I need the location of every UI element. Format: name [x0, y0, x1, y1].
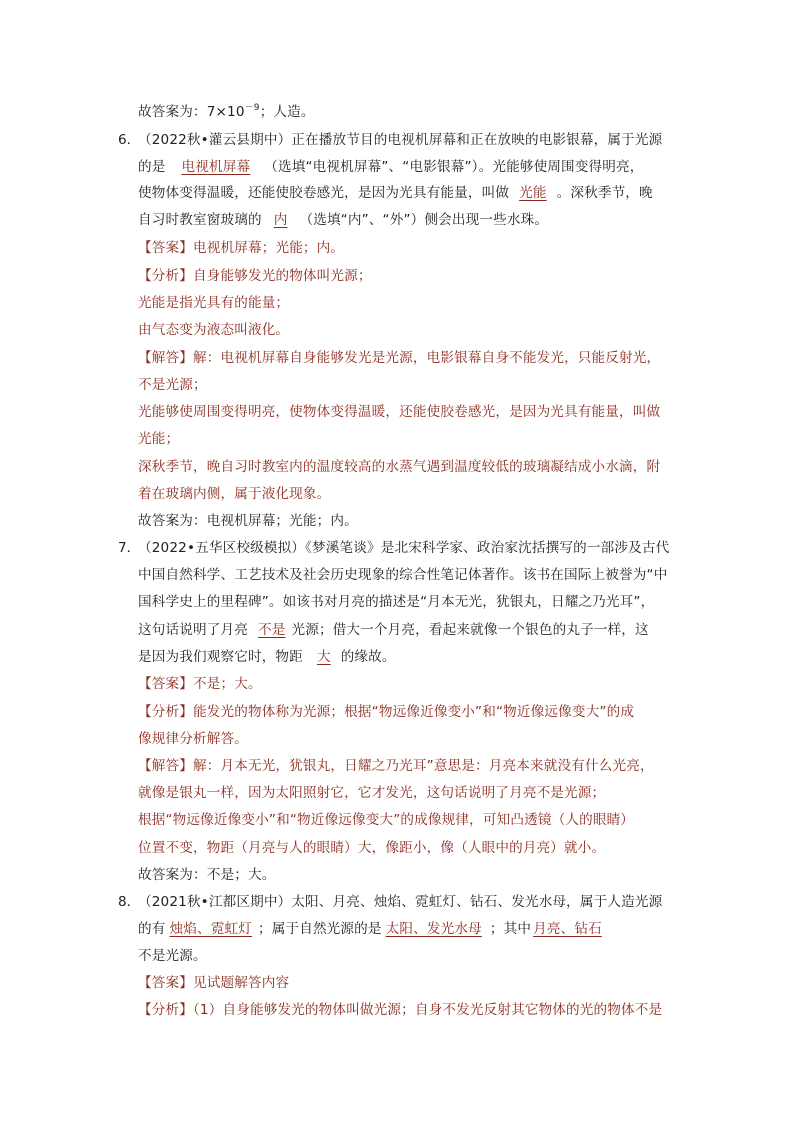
- q6-solution-6: 着在玻璃内侧，属于液化现象。: [138, 486, 331, 502]
- q6-final-answer: 故答案为：电视机屏幕；光能；内。: [138, 513, 358, 529]
- q8-blank-2: 太阳、发光水母: [385, 921, 482, 937]
- q6-stem-line-4: 自习时教室窗玻璃的 内 （选填“内”、“外”）侧会出现一些水珠。: [138, 212, 549, 228]
- q8-answer: 【答案】见试题解答内容: [138, 975, 290, 991]
- q7-analysis-1: 【分析】能发光的物体称为光源；根据“物远像近像变小”和“物近像远像变大”的成: [138, 704, 635, 720]
- q6-solution-1: 【解答】解：电视机屏幕自身能够发光是光源，电影银幕自身不能发光，只能反射光，: [138, 350, 661, 366]
- prev-answer-line: [138, 98, 315, 118]
- q7-solution-4: 位置不变，物距（月亮与人的眼睛）大，像距小，像（人眼中的月亮）就小。: [138, 840, 606, 856]
- q8-stem-line-1: （2021秋•江都区期中）太阳、月亮、烛焰、霓虹灯、钻石、发光水母，属于人造光源: [138, 894, 663, 910]
- q6-number: 6．: [118, 132, 141, 148]
- q7-stem-line-3: 国科学史上的里程碑”。如该书对月亮的描述是“月本无光，犹银丸，日耀之乃光耳”，: [138, 594, 655, 610]
- q6-solution-3: 光能够使周围变得明亮，使物体变得温暖，还能使胶卷感光，是因为光具有能量，叫做: [138, 404, 661, 420]
- q7-solution-1: 【解答】解：月本无光，犹银丸，日耀之乃光耳”意思是：月亮本来就没有什么光亮，: [138, 758, 654, 774]
- q8-analysis-1: 【分析】（1）自身能够发光的物体叫做光源；自身不发光反射其它物体的光的物体不是: [138, 1002, 663, 1018]
- q8-stem-line-2: 的有 烛焰、霓虹灯 ；属于自然光源的是 太阳、发光水母 ；其中 月亮、钻石: [138, 921, 602, 937]
- analysis-label: 【分析】: [138, 268, 193, 284]
- q7-number: 7．: [118, 540, 141, 556]
- answer-label: 【答案】: [138, 240, 193, 256]
- q7-final-answer: 故答案为：不是；大。: [138, 867, 276, 883]
- q6-stem-line-2: 的是 电视机屏幕 （选填“电视机屏幕”、“电影银幕”）。光能够使周围变得明亮，: [138, 159, 644, 175]
- answer-label: 【答案】: [138, 975, 193, 991]
- prev-answer-suffix: ；人造。: [259, 104, 315, 120]
- q6-answer: 【答案】电视机屏幕；光能；内。: [138, 240, 345, 256]
- q8-blank-3: 月亮、钻石: [533, 921, 602, 937]
- q8-number: 8．: [118, 894, 141, 910]
- q6-blank-2: 光能: [519, 185, 547, 201]
- q7-answer: 【答案】不是；大。: [138, 676, 262, 692]
- q8-stem-line-3: 不是光源。: [138, 948, 207, 964]
- q6-solution-5: 深秋季节，晚自习时教室内的温度较高的水蒸气遇到温度较低的玻璃凝结成小水滴，附: [138, 459, 661, 475]
- q6-solution-4: 光能；: [138, 431, 180, 447]
- prev-answer-text: 故答案为：7×10: [138, 104, 245, 120]
- q6-stem-line-1: （2022秋•灌云县期中）正在播放节目的电视机屏幕和正在放映的电影银幕，属于光源: [138, 132, 663, 148]
- q7-blank-2: 大: [316, 649, 331, 665]
- q6-stem-line-3: 使物体变得温暖，还能使胶卷感光，是因为光具有能量，叫做 光能 。深秋季节，晚: [138, 185, 653, 201]
- solution-label: 【解答】: [138, 350, 193, 366]
- analysis-label: 【分析】: [138, 704, 193, 720]
- q7-stem-line-4: 这句话说明了月亮 不是 光源；借大一个月亮，看起来就像一个银色的丸子一样，这: [138, 622, 649, 638]
- q7-stem-line-2: 中国自然科学、工艺技术及社会历史现象的综合性笔记体著作。该书在国际上被誉为“中: [138, 567, 668, 583]
- q6-analysis-2: 光能是指光具有的能量；: [138, 295, 290, 311]
- q7-analysis-2: 像规律分析解答。: [138, 731, 248, 747]
- q6-analysis-1: 【分析】自身能够发光的物体叫光源；: [138, 268, 372, 284]
- solution-label: 【解答】: [138, 758, 193, 774]
- q7-stem-line-1: （2022•五华区校级模拟）《梦溪笔谈》是北宋科学家、政治家沈括撰写的一部涉及古代: [138, 540, 670, 556]
- analysis-label: 【分析】: [138, 1002, 193, 1018]
- q6-blank-1: 电视机屏幕: [181, 159, 251, 175]
- q7-blank-1: 不是: [257, 622, 286, 638]
- prev-answer-exponent: －9: [244, 103, 260, 113]
- q7-stem-line-5: 是因为我们观察它时，物距 大 的缘故。: [138, 649, 396, 665]
- q6-solution-2: 不是光源；: [138, 377, 207, 393]
- q7-solution-2: 就像是银丸一样，因为太阳照射它，它才发光，这句话说明了月亮不是光源；: [138, 785, 606, 801]
- q7-solution-3: 根据“物远像近像变小”和“物近像远像变大”的成像规律，可知凸透镜（人的眼睛）: [138, 812, 635, 828]
- q6-blank-3: 内: [273, 212, 288, 228]
- q6-analysis-3: 由气态变为液态叫液化。: [138, 322, 290, 338]
- answer-label: 【答案】: [138, 676, 193, 692]
- q8-blank-1: 烛焰、霓虹灯: [169, 921, 252, 937]
